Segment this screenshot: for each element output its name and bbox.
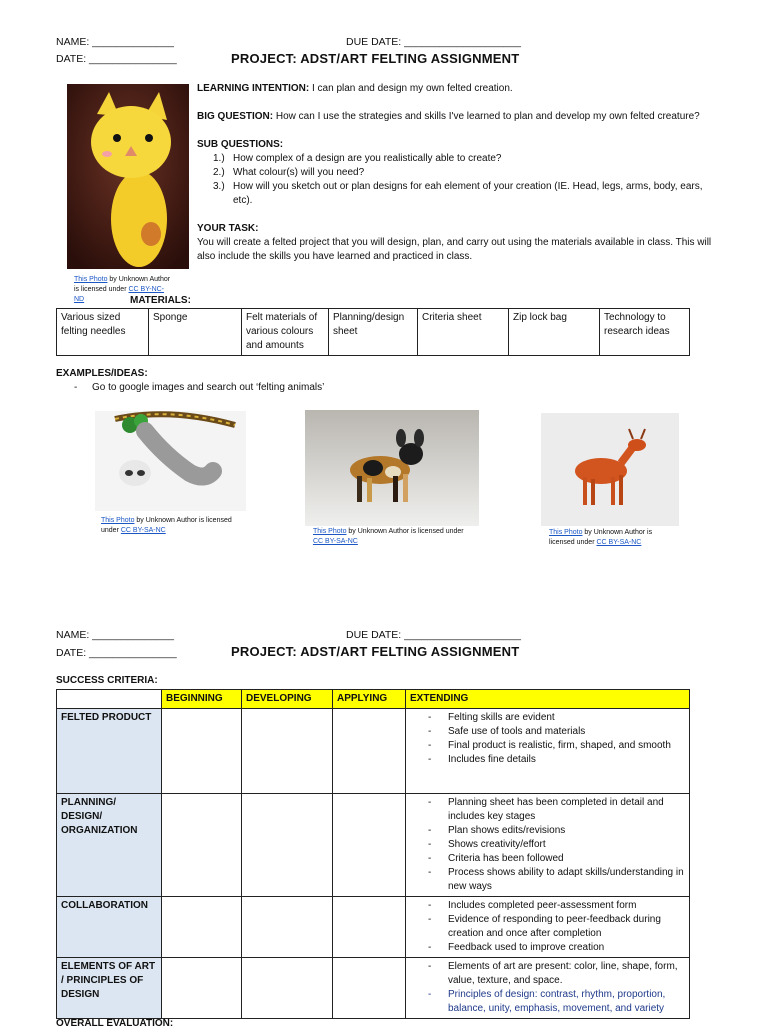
list-item: - Feedback used to improve creation bbox=[410, 941, 685, 955]
your-task-text: You will create a felted project that you will design, plan, and carry out using the materials available in class. This will also include the skills you have learned and practiced in class. bbox=[197, 237, 712, 262]
list-item: 2.) What colour(s) will you need? bbox=[213, 167, 365, 178]
intro-block bbox=[197, 82, 712, 264]
overall-evaluation-label: OVERALL EVALUATION: bbox=[56, 1018, 174, 1029]
table-cell bbox=[242, 897, 333, 958]
wild-dog-illustration bbox=[305, 410, 479, 526]
list-item: - Planning sheet has been completed in detail and includes key stages bbox=[410, 796, 685, 824]
row-header: ELEMENTS OF ART / PRINCIPLES OF DESIGN bbox=[57, 958, 162, 1019]
table-cell: Zip lock bag bbox=[509, 309, 600, 356]
name-field-label: NAME: ______________ bbox=[56, 36, 174, 48]
license-link[interactable]: CC BY-NC-ND bbox=[74, 286, 165, 303]
photo-link[interactable]: This Photo bbox=[549, 529, 583, 536]
table-row bbox=[57, 709, 690, 794]
table-row bbox=[57, 958, 690, 1019]
photo-link[interactable]: This Photo bbox=[313, 528, 347, 535]
column-header: EXTENDING bbox=[406, 690, 690, 709]
table-cell bbox=[333, 794, 406, 897]
license-link[interactable]: CC BY-SA-NC bbox=[313, 538, 358, 545]
list-item: - Criteria has been followed bbox=[410, 852, 685, 866]
criteria-table bbox=[56, 689, 690, 1019]
list-item: - Includes fine details bbox=[410, 753, 685, 767]
table-header-row bbox=[57, 690, 690, 709]
cat-illustration bbox=[67, 84, 189, 269]
table-row bbox=[57, 794, 690, 897]
table-cell bbox=[333, 958, 406, 1019]
page-title: PROJECT: ADST/ART FELTING ASSIGNMENT bbox=[231, 644, 520, 659]
table-cell: Felt materials of various colours and amounts bbox=[242, 309, 329, 356]
table-cell: Various sized felting needles bbox=[57, 309, 149, 356]
your-task-label: YOUR TASK: bbox=[197, 223, 259, 234]
success-criteria-label: SUCCESS CRITERIA: bbox=[56, 675, 158, 686]
materials-label: MATERIALS: bbox=[130, 295, 191, 306]
table-cell bbox=[333, 897, 406, 958]
cat-photo-credit: This Photo by Unknown Author is licensed under CC BY-NC-ND bbox=[74, 276, 171, 303]
table-cell: Planning/design sheet bbox=[329, 309, 418, 356]
due-date-label: DUE DATE: ____________________ bbox=[346, 629, 521, 641]
sloth-photo bbox=[95, 411, 246, 511]
row-header: COLLABORATION bbox=[57, 897, 162, 958]
list-item: - Evidence of responding to peer-feedback during creation and once after completion bbox=[410, 913, 685, 941]
page-title: PROJECT: ADST/ART FELTING ASSIGNMENT bbox=[231, 51, 520, 66]
license-link[interactable]: CC BY-SA-NC bbox=[120, 527, 166, 534]
table-cell bbox=[333, 709, 406, 794]
materials-table bbox=[56, 308, 690, 356]
column-header: DEVELOPING bbox=[242, 690, 333, 709]
wild-dog-photo bbox=[305, 410, 479, 526]
table-cell: Sponge bbox=[149, 309, 242, 356]
list-item: - Elements of art are present: color, line, shape, form, value, texture, and space. bbox=[410, 960, 685, 988]
table-cell bbox=[242, 958, 333, 1019]
table-cell bbox=[162, 794, 242, 897]
table-cell: Technology to research ideas bbox=[600, 309, 690, 356]
table-cell bbox=[162, 709, 242, 794]
photo-link[interactable]: This Photo bbox=[74, 276, 108, 283]
column-header: APPLYING bbox=[333, 690, 406, 709]
list-item: - Safe use of tools and materials bbox=[410, 725, 685, 739]
table-row bbox=[57, 897, 690, 958]
due-date-label: DUE DATE: ____________________ bbox=[346, 36, 521, 48]
sub-questions-label: SUB QUESTIONS: bbox=[197, 139, 284, 150]
sloth-photo-credit: This Photo by Unknown Author is licensed under CC BY-SA-NC bbox=[101, 517, 232, 534]
felted-cat-photo bbox=[67, 84, 189, 269]
table-cell bbox=[162, 897, 242, 958]
list-item: - Go to google images and search out ‘felting animals’ bbox=[56, 382, 456, 393]
table-cell bbox=[406, 709, 690, 794]
big-question: BIG QUESTION: How can I use the strategies and skills I've learned to plan and develop my own felted creature? bbox=[197, 111, 700, 122]
column-header: BEGINNING bbox=[162, 690, 242, 709]
list-item: - Felting skills are evident bbox=[410, 711, 685, 725]
table-cell bbox=[162, 958, 242, 1019]
table-row bbox=[57, 309, 690, 356]
table-cell bbox=[406, 897, 690, 958]
date-field-label: DATE: _______________ bbox=[56, 53, 177, 65]
date-field-label: DATE: _______________ bbox=[56, 647, 177, 659]
list-item: - Process shows ability to adapt skills/understanding in new ways bbox=[410, 866, 685, 894]
list-item: - Shows creativity/effort bbox=[410, 838, 685, 852]
deer-photo bbox=[541, 413, 679, 526]
table-cell bbox=[406, 794, 690, 897]
list-item: 1.) How complex of a design are you realistically able to create? bbox=[213, 153, 502, 164]
license-link[interactable]: CC BY-SA-NC bbox=[596, 539, 642, 546]
table-cell: Criteria sheet bbox=[418, 309, 509, 356]
wild-dog-photo-credit: This Photo by Unknown Author is licensed under CC BY-SA-NC bbox=[313, 528, 464, 545]
list-item: 3.) How will you sketch out or plan designs for eah element of your creation (IE. Head, legs, arms, body, ears, etc). bbox=[213, 181, 703, 206]
learning-intention: LEARNING INTENTION: I can plan and design my own felted creation. bbox=[197, 83, 513, 94]
table-cell bbox=[406, 958, 690, 1019]
deer-photo-credit: This Photo by Unknown Author is licensed under CC BY-SA-NC bbox=[549, 529, 653, 546]
table-cell bbox=[242, 794, 333, 897]
list-item: - Includes completed peer-assessment form bbox=[410, 899, 685, 913]
row-header: FELTED PRODUCT bbox=[57, 709, 162, 794]
name-field-label: NAME: ______________ bbox=[56, 629, 174, 641]
deer-illustration bbox=[541, 413, 679, 526]
row-header: PLANNING/ DESIGN/ ORGANIZATION bbox=[57, 794, 162, 897]
table-cell bbox=[242, 709, 333, 794]
list-item: - Principles of design: contrast, rhythm, proportion, balance, unity, emphasis, movement, and variety bbox=[410, 988, 685, 1016]
list-item: - Final product is realistic, firm, shaped, and smooth bbox=[410, 739, 685, 753]
list-item: - Plan shows edits/revisions bbox=[410, 824, 685, 838]
column-header bbox=[57, 690, 162, 709]
examples-list bbox=[56, 382, 456, 393]
examples-label: EXAMPLES/IDEAS: bbox=[56, 368, 148, 379]
photo-link[interactable]: This Photo bbox=[101, 517, 135, 524]
sloth-illustration bbox=[95, 411, 246, 511]
sub-questions-list bbox=[197, 152, 712, 208]
